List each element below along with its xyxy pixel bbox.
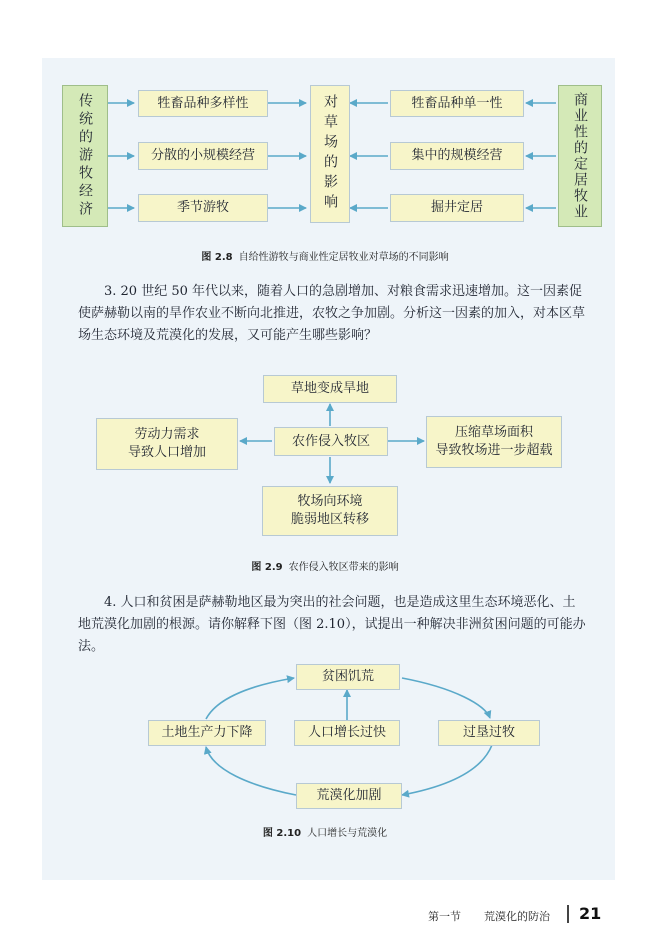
left-item-2: 分散的小规模经营: [138, 142, 268, 170]
right-item-2: 集中的规模经营: [390, 142, 524, 170]
figure-2-9-caption-text: 农作侵入牧区带来的影响: [288, 562, 399, 573]
figure-2-10-number: 图 2.10: [262, 828, 302, 839]
impact-on-grassland-label: 对草场的影响: [310, 85, 350, 223]
poverty-famine-box: 贫困饥荒: [296, 664, 400, 690]
paragraph-question-4: 4. 人口和贫困是萨赫勒地区最为突出的社会问题，也是造成这里生态环境恶化、土地荒漠化加剧的根源。请你解释下图（图 2.10），试提出一种解决非洲贫困问题的可能办法。: [78, 595, 586, 654]
arc-right-to-bottom: [402, 745, 492, 795]
arc-bottom-to-left: [206, 747, 296, 795]
figure-2-9-number: 图 2.9: [251, 562, 283, 573]
pasture-shift-box: 牧场向环境 脆弱地区转移: [262, 486, 398, 536]
figure-2-9-caption: [0, 558, 650, 573]
footer-divider: [567, 905, 569, 923]
desertification-intensifies-box: 荒漠化加剧: [296, 783, 402, 809]
page-number: 21: [579, 904, 602, 923]
left-item-1: 牲畜品种多样性: [138, 90, 268, 117]
footer-section: 第一节: [428, 910, 461, 923]
right-item-3: 掘井定居: [390, 194, 524, 222]
traditional-nomadic-economy-label: 传统的游牧经济: [62, 85, 108, 227]
farming-invades-pasture-box: 农作侵入牧区: [274, 427, 388, 456]
labor-demand-box: 劳动力需求 导致人口增加: [96, 418, 238, 470]
footer-chapter-title: 荒漠化的防治: [484, 910, 550, 923]
right-item-1: 牲畜品种单一性: [390, 90, 524, 117]
paragraph-question-3: 3. 20 世纪 50 年代以来，随着人口的急剧增加、对粮食需求迅速增加。这一因素促使萨赫勒以南的旱作农业不断向北推进，农牧之争加剧。分析这一因素的加入，对本区草场生态环境及荒漠化的发展，又可能产生哪些影响？: [78, 284, 586, 343]
rapid-population-growth-box: 人口增长过快: [294, 720, 400, 746]
compress-grassland-box: 压缩草场面积 导致牧场进一步超载: [426, 416, 562, 468]
left-item-3: 季节游牧: [138, 194, 268, 222]
arc-left-to-top: [206, 678, 294, 719]
overcultivation-overgrazing-box: 过垦过牧: [438, 720, 540, 746]
figure-2-10-caption-text: 人口增长与荒漠化: [307, 828, 388, 839]
figure-2-8-number: 图 2.8: [201, 252, 233, 263]
figure-2-8-caption-text: 自给性游牧与商业性定居牧业对草场的不同影响: [238, 252, 449, 263]
figure-2-8-caption: [0, 248, 650, 263]
commercial-settled-herding-label: 商业性的定居牧业: [558, 85, 602, 227]
figure-2-10-caption: [0, 824, 650, 839]
grassland-to-dryland-box: 草地变成旱地: [263, 375, 397, 403]
land-productivity-decline-box: 土地生产力下降: [148, 720, 266, 746]
arc-top-to-right: [402, 678, 490, 718]
